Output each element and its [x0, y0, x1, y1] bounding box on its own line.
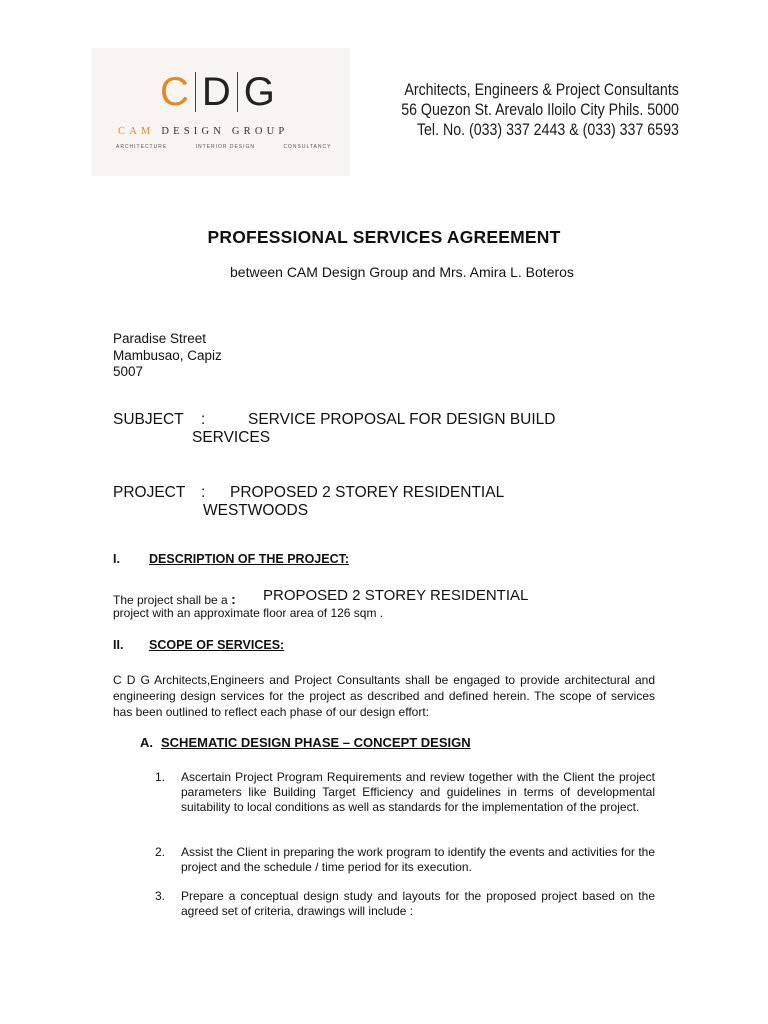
list-item: 1. Ascertain Project Program Requirements and review together with the Client the project parameters like Building Target Efficiency and guidelines in terms of developmental suitability to local conditions as well as standards for the implementation of the project.: [155, 770, 655, 814]
project-area-text: project with an approximate floor area of 126 sqm .: [113, 606, 384, 620]
subject-colon: :: [201, 411, 206, 428]
subject-line-2: SERVICES: [192, 429, 271, 446]
section-heading-scope: II. SCOPE OF SERVICES:: [113, 638, 285, 652]
list-item: 2. Assist the Client in preparing the work program to identify the events and activities for the project and the schedule / time period for its execution.: [155, 845, 655, 874]
address-line: Paradise Street: [113, 331, 207, 346]
address-line: Mambusao, Capiz: [113, 347, 222, 363]
logo-monogram: [160, 70, 281, 114]
project-line-2: WESTWOODS: [203, 502, 309, 519]
subsection-heading-schematic: A. SCHEMATIC DESIGN PHASE – CONCEPT DESIGN: [140, 735, 471, 750]
agreement-parties: between CAM Design Group and Mrs. Amira L. Boteros: [230, 264, 574, 280]
section-heading-description: I. DESCRIPTION OF THE PROJECT:: [113, 552, 350, 566]
logo-company-name: CAM DESIGN GROUP: [118, 126, 289, 137]
list-item: 3. Prepare a conceptual design study and layouts for the proposed project based on the agreed set of criteria, drawings will include :: [155, 889, 655, 918]
document-title: PROFESSIONAL SERVICES AGREEMENT: [207, 227, 561, 247]
logo-letter-d: D: [201, 70, 231, 114]
project-colon: :: [201, 484, 206, 501]
logo-letter-c: C: [160, 70, 189, 114]
firm-line: Tel. No. (033) 337 2443 & (033) 337 6593: [417, 121, 679, 139]
address-line: 5007: [113, 364, 144, 379]
project-line-1: PROPOSED 2 STOREY RESIDENTIAL: [230, 484, 505, 501]
subject-line-1: SERVICE PROPOSAL FOR DESIGN BUILD: [248, 411, 556, 428]
firm-line: Architects, Engineers & Project Consultants: [404, 81, 679, 99]
firm-info: [401, 80, 679, 140]
logo-tagline: ARCHITECTURE INTERIOR DESIGN CONSULTANCY: [116, 144, 332, 150]
subject-label: SUBJECT: [113, 411, 184, 428]
logo-letter-g: G: [243, 70, 275, 114]
project-description-lead: The project shall be a :: [113, 591, 236, 607]
recipient-address: [113, 331, 222, 381]
project-description-name: PROPOSED 2 STOREY RESIDENTIAL: [263, 587, 529, 604]
scope-paragraph: C D G Architects,Engineers and Project Consultants shall be engaged to provide architectural and engineering design services for the project as described and defined herein. The scope of services has been outlined to reflect each phase of our design effort:: [113, 673, 655, 719]
project-label: PROJECT: [113, 484, 186, 501]
firm-line: 56 Quezon St. Arevalo Iloilo City Phils. 5000: [401, 101, 679, 119]
